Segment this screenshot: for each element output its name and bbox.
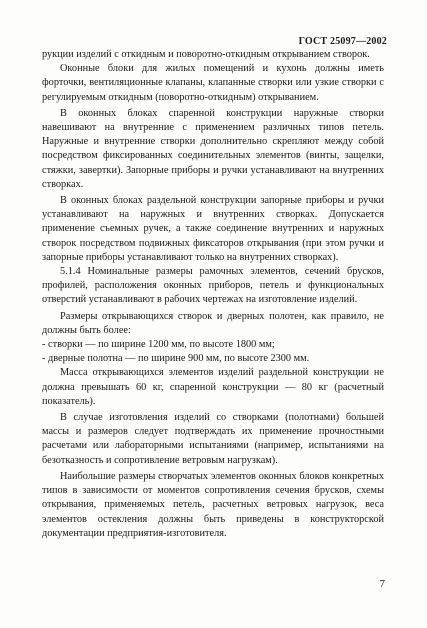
paragraph-paired-construction: В оконных блоках спаренной конструкции наружные створки навешивают на внутренние с применением различных типов петель. Наружные и внутренние створки дополнительно скрепляют между собой посредством фиксированных соединительных элементов (винты, защелки, стяжки, завертки). Запорные приборы и ручки устанавливают на внутренних створках.: [42, 107, 384, 190]
list-item-sashes: - створки — по ширине 1200 мм, по высоте 1800 мм;: [42, 339, 275, 351]
paragraph-window-blocks: Оконные блоки для жилых помещений и кухонь должны иметь форточки, вентиляционные клапаны, клапанные створки или узкие створки с регулируемым откидным (поворотно-откидным) открыванием.: [42, 63, 384, 103]
paragraph-maximum-sizes: Наибольшие размеры створчатых элементов оконных блоков конкретных типов в зависимости от моментов сопротивления сечения брусков, схемы открывания, применяемых петель, расчетных ветровых нагрузок, веса элементов остекления должны быть приведены в конструкторской документации предприятия-изготовителя.: [42, 470, 384, 539]
paragraph-separate-construction: В оконных блоках раздельной конструкции запорные приборы и ручки устанавливают на наружных и внутренних створках. Допускается применение съемных ручек, а также соединение внутренних и наружных створок посредством подвижных фиксаторов открывания (при этом ручки и запорные приборы устанавливают только на внутренних створках).: [42, 195, 384, 263]
paragraph-continuation: рукции изделий с откидным и поворотно-откидным открыванием створок.: [42, 49, 370, 60]
list-item-door-leaves: - дверные полотна — по ширине 900 мм, по высоте 2300 мм.: [42, 353, 310, 365]
paragraph-sizes-intro: Размеры открывающихся створок и дверных полотен, как правило, не должны быть более:: [42, 310, 384, 336]
paragraph-larger-mass: В случае изготовления изделий со створками (полотнами) большей массы и размеров следует подтверждать их применение прочностными расчетами или лабораторными испытаниями (например, испытаниями на безотказность и сопротивление ветровым нагрузкам).: [42, 412, 384, 466]
paragraph-mass: Масса открывающихся элементов изделий раздельной конструкции не должна превышать 60 кг, спаренной конструкции — 80 кг (расчетный показатель).: [42, 367, 384, 407]
page-number: 7: [379, 578, 385, 590]
body-text: [42, 48, 384, 541]
standard-header: ГОСТ 25097—2002: [298, 36, 387, 47]
paragraph-section-5-1-4: 5.1.4 Номинальные размеры рамочных элементов, сечений брусков, профилей, расположения оконных приборов, петель и функциональных отверстий устанавливают в рабочих чертежах на изготовление изделий.: [42, 266, 384, 306]
